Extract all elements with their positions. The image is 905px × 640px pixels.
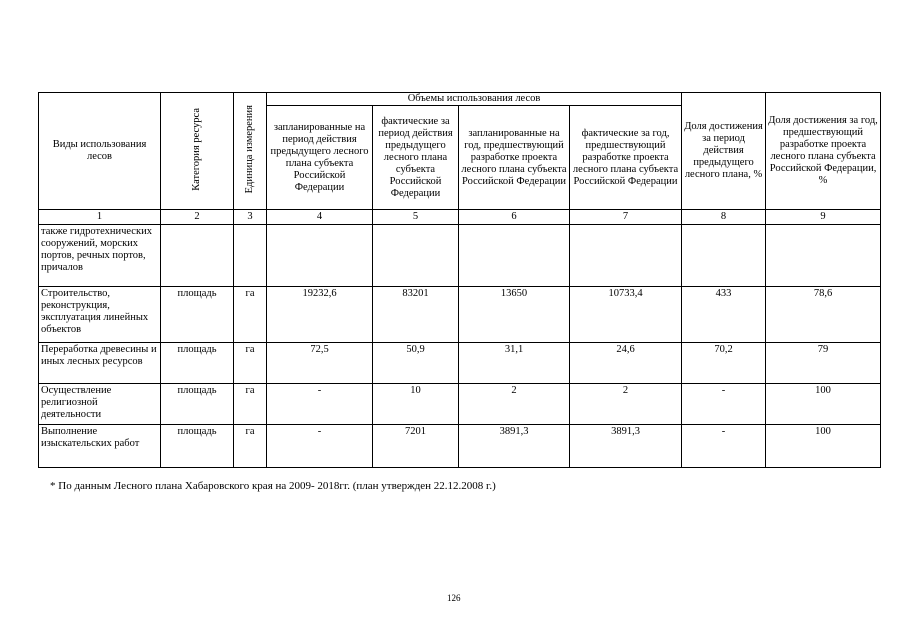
column-number: 8 xyxy=(682,210,766,225)
row-share-year: 79 xyxy=(766,343,881,384)
row-category xyxy=(161,225,234,287)
header-share-year: Доля достижения за год, предшествующий разработке проекта лесного плана субъекта Российской Федерации, % xyxy=(766,93,881,210)
row-category: площадь xyxy=(161,384,234,425)
row-actual-year: 3891,3 xyxy=(570,425,682,468)
table-row xyxy=(39,225,881,287)
row-planned-period: - xyxy=(267,425,373,468)
header-actual-period: фактические за период действия предыдущего лесного плана субъекта Российской Федерации xyxy=(373,106,459,210)
row-actual-period: 10 xyxy=(373,384,459,425)
row-planned-year xyxy=(459,225,570,287)
header-resource-category-text: Категория ресурса xyxy=(191,107,202,191)
header-row-top xyxy=(39,93,881,106)
header-volumes-group: Объемы использования лесов xyxy=(267,93,682,106)
row-actual-year xyxy=(570,225,682,287)
row-unit xyxy=(234,225,267,287)
column-number: 4 xyxy=(267,210,373,225)
table-footnote: * По данным Лесного плана Хабаровского края на 2009- 2018гг. (план утвержден 22.12.2008 г.) xyxy=(50,480,496,492)
row-share-year: 100 xyxy=(766,384,881,425)
table-row xyxy=(39,287,881,343)
table-row xyxy=(39,343,881,384)
table-row xyxy=(39,384,881,425)
page-number: 126 xyxy=(447,593,461,603)
row-use-type: Выполнение изыскательских работ xyxy=(39,425,161,468)
row-actual-period: 50,9 xyxy=(373,343,459,384)
row-unit: га xyxy=(234,343,267,384)
column-number: 3 xyxy=(234,210,267,225)
row-use-type: также гидротехнических сооружений, морских портов, речных портов, причалов xyxy=(39,225,161,287)
column-number: 1 xyxy=(39,210,161,225)
row-share-year: 78,6 xyxy=(766,287,881,343)
row-planned-period xyxy=(267,225,373,287)
row-planned-year: 13650 xyxy=(459,287,570,343)
row-share-period: 433 xyxy=(682,287,766,343)
row-planned-period: 72,5 xyxy=(267,343,373,384)
header-actual-year: фактические за год, предшествующий разработке проекта лесного плана субъекта Российской Федерации xyxy=(570,106,682,210)
row-share-year: 100 xyxy=(766,425,881,468)
header-use-types: Виды использования лесов xyxy=(39,93,161,210)
column-number: 5 xyxy=(373,210,459,225)
row-planned-year: 3891,3 xyxy=(459,425,570,468)
row-category: площадь xyxy=(161,343,234,384)
row-actual-period: 83201 xyxy=(373,287,459,343)
row-unit: га xyxy=(234,287,267,343)
row-use-type: Переработка древесины и иных лесных ресурсов xyxy=(39,343,161,384)
column-number: 6 xyxy=(459,210,570,225)
forest-use-table xyxy=(38,92,881,468)
column-number: 2 xyxy=(161,210,234,225)
row-planned-period: - xyxy=(267,384,373,425)
row-use-type: Осуществление религиозной деятельности xyxy=(39,384,161,425)
row-actual-year: 2 xyxy=(570,384,682,425)
row-share-period xyxy=(682,225,766,287)
header-share-period: Доля достижения за период действия предыдущего лесного плана, % xyxy=(682,93,766,210)
row-use-type: Строительство, реконструкция, эксплуатация линейных объектов xyxy=(39,287,161,343)
row-share-period: 70,2 xyxy=(682,343,766,384)
column-number-row xyxy=(39,210,881,225)
header-unit-text: Единица измерения xyxy=(244,104,255,194)
row-share-year xyxy=(766,225,881,287)
row-planned-year: 31,1 xyxy=(459,343,570,384)
row-actual-year: 24,6 xyxy=(570,343,682,384)
row-category: площадь xyxy=(161,425,234,468)
row-planned-year: 2 xyxy=(459,384,570,425)
header-planned-period: запланированные на период действия предыдущего лесного плана субъекта Российской Федерации xyxy=(267,106,373,210)
row-unit: га xyxy=(234,384,267,425)
table-row xyxy=(39,425,881,468)
column-number: 9 xyxy=(766,210,881,225)
header-unit xyxy=(234,93,267,210)
row-category: площадь xyxy=(161,287,234,343)
column-number: 7 xyxy=(570,210,682,225)
header-planned-year: запланированные на год, предшествующий разработке проекта лесного плана субъекта Российской Федерации xyxy=(459,106,570,210)
row-share-period: - xyxy=(682,425,766,468)
row-actual-period: 7201 xyxy=(373,425,459,468)
row-share-period: - xyxy=(682,384,766,425)
row-unit: га xyxy=(234,425,267,468)
row-actual-year: 10733,4 xyxy=(570,287,682,343)
row-actual-period xyxy=(373,225,459,287)
header-resource-category xyxy=(161,93,234,210)
row-planned-period: 19232,6 xyxy=(267,287,373,343)
